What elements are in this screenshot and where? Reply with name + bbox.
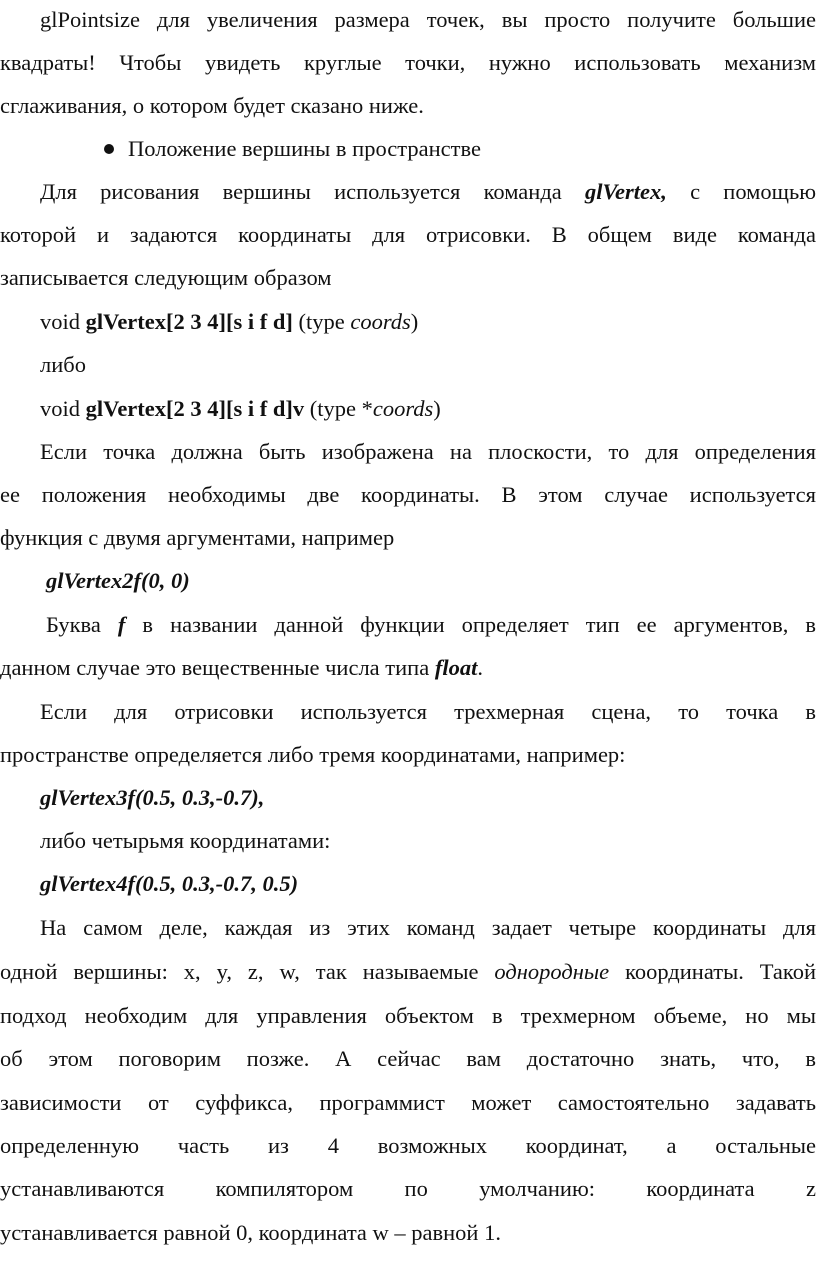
text-line: записывается следующим образом	[0, 265, 332, 290]
code-term: float	[434, 655, 478, 680]
text-line: сглаживания, о котором будет сказано ниже.	[0, 93, 424, 118]
text-line: glPointsize для увеличения размера точек, вы просто получите большие	[40, 7, 816, 32]
bullet-text: Положение вершины в пространстве	[128, 136, 481, 161]
text-line: квадраты! Чтобы увидеть круглые точки, нужно использовать механизм	[0, 50, 816, 75]
text-line	[0, 172, 816, 212]
code-signature	[0, 302, 816, 342]
code-example: glVertex3f(0.5, 0.3,-0.7),	[40, 785, 265, 810]
code-example: glVertex2f(0, 0)	[46, 568, 190, 593]
code-term: glVertex[2 3 4][s i f d]v	[85, 396, 305, 421]
text-span: )	[410, 309, 419, 334]
text-line: подход необходим для управления объектом в трехмерном объеме, но мы	[0, 1003, 816, 1028]
text-line: либо четырьмя координатами:	[40, 828, 331, 853]
text-span: Буква	[46, 612, 101, 637]
text-span: void	[40, 309, 81, 334]
text-line	[0, 952, 816, 992]
text-line: функция с двумя аргументами, например	[0, 525, 395, 550]
text-span: Для рисования вершины используется команда	[40, 179, 562, 204]
text-line: либо	[40, 352, 86, 377]
text-line: пространстве определяется либо тремя координатами, например:	[0, 742, 626, 767]
code-arg: coords	[372, 396, 434, 421]
text-line: устанавливаются компилятором по умолчанию: координата z	[0, 1176, 816, 1201]
code-signature	[0, 389, 816, 429]
code-example: glVertex4f(0.5, 0.3,-0.7, 0.5)	[40, 871, 299, 896]
bullet-item	[0, 129, 816, 169]
text-line: которой и задаются координаты для отрисовки. В общем виде команда	[0, 222, 816, 247]
bullet-icon	[104, 144, 114, 154]
text-span: (type	[298, 309, 345, 334]
text-line: На самом деле, каждая из этих команд задает четыре координаты для	[40, 915, 816, 940]
text-line: ее положения необходимы две координаты. В этом случае используется	[0, 482, 816, 507]
text-span: .	[477, 655, 483, 680]
text-line: Если для отрисовки используется трехмерная сцена, то точка в	[40, 699, 816, 724]
code-term: f	[117, 612, 126, 637]
emphasis-term: однородные	[494, 959, 610, 984]
text-span: void	[40, 396, 81, 421]
text-span: координаты. Такой	[625, 959, 816, 984]
text-line: зависимости от суффикса, программист может самостоятельно задавать	[0, 1090, 816, 1115]
text-line	[0, 648, 816, 688]
text-line: устанавливается равной 0, координата w – равной 1.	[0, 1220, 501, 1245]
text-span: одной вершины: x, y, z, w, так называемые	[0, 959, 479, 984]
text-line	[0, 605, 816, 645]
text-span: с помощью	[690, 179, 816, 204]
text-span: )	[433, 396, 441, 421]
text-line: Если точка должна быть изображена на плоскости, то для определения	[40, 439, 816, 464]
text-line: об этом поговорим позже. А сейчас вам достаточно знать, что, в	[0, 1046, 816, 1071]
text-span: в названии данной функции определяет тип ее аргументов, в	[142, 612, 816, 637]
code-term: glVertex,	[584, 179, 667, 204]
code-term: glVertex[2 3 4][s i f d]	[85, 309, 293, 334]
text-span: данном случае это вещественные числа типа	[0, 655, 430, 680]
text-span: (type *	[309, 396, 373, 421]
code-arg: coords	[350, 309, 411, 334]
text-line: определенную часть из 4 возможных координат, а остальные	[0, 1133, 816, 1158]
